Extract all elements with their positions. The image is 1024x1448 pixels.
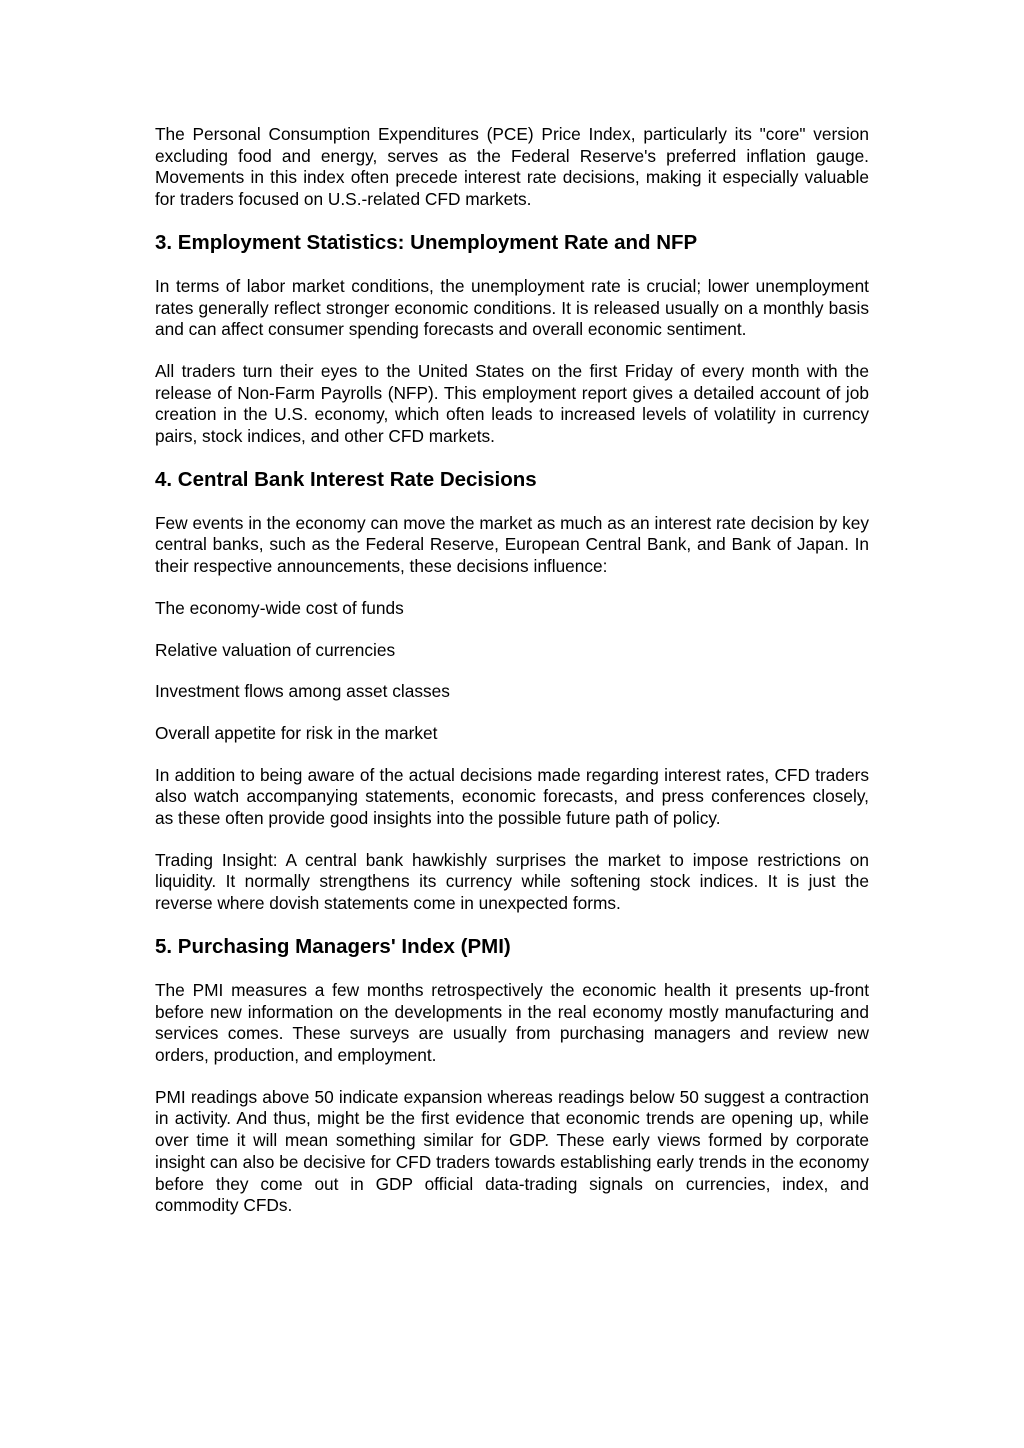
- pmi-heading: 5. Purchasing Managers' Index (PMI): [155, 934, 511, 958]
- policy-statements-paragraph: In addition to being aware of the actual decisions made regarding interest rates, CFD traders also watch accompanying statements, economic forecasts, and press conferences closely, as these often provide good insights into the possible future path of policy.: [155, 764, 869, 829]
- list-item: Overall appetite for risk in the market: [155, 722, 438, 743]
- unemployment-paragraph: In terms of labor market conditions, the unemployment rate is crucial; lower unemployment rates generally reflect stronger economic conditions. It is released usually on a monthly basis and can affect consumer spending forecasts and overall economic sentiment.: [155, 275, 869, 340]
- central-bank-heading: 4. Central Bank Interest Rate Decisions: [155, 467, 537, 491]
- pmi-paragraph: The PMI measures a few months retrospectively the economic health it presents up-front before new information on the developments in the real economy mostly manufacturing and services comes. These surveys are usually from purchasing managers and review new orders, production, and employment.: [155, 979, 869, 1065]
- pce-paragraph: The Personal Consumption Expenditures (PCE) Price Index, particularly its "core" version excluding food and energy, serves as the Federal Reserve's preferred inflation gauge. Movements in this index often precede interest rate decisions, making it especially valuable for traders focused on U.S.-related CFD markets.: [155, 124, 869, 210]
- list-item: The economy-wide cost of funds: [155, 597, 404, 618]
- list-item: Investment flows among asset classes: [155, 681, 450, 702]
- document-page: [155, 124, 869, 1217]
- pmi-readings-paragraph: PMI readings above 50 indicate expansion whereas readings below 50 suggest a contraction in activity. And thus, might be the first evidence that economic trends are opening up, while over time it will mean something similar for GDP. These early views formed by corporate insight can also be decisive for CFD traders towards establishing early trends in the economy before they come out in GDP official data-trading signals on currencies, index, and commodity CFDs.: [155, 1086, 869, 1216]
- list-item: Relative valuation of currencies: [155, 639, 396, 660]
- employment-heading: 3. Employment Statistics: Unemployment Rate and NFP: [155, 230, 698, 254]
- central-bank-paragraph: Few events in the economy can move the market as much as an interest rate decision by key central banks, such as the Federal Reserve, European Central Bank, and Bank of Japan. In their respective announcements, these decisions influence:: [155, 512, 869, 577]
- nfp-paragraph: All traders turn their eyes to the United States on the first Friday of every month with the release of Non-Farm Payrolls (NFP). This employment report gives a detailed account of job creation in the U.S. economy, which often leads to increased levels of volatility in currency pairs, stock indices, and other CFD markets.: [155, 360, 869, 447]
- trading-insight-paragraph: Trading Insight: A central bank hawkishly surprises the market to impose restrictions on liquidity. It normally strengthens its currency while softening stock indices. It is just the reverse where dovish statements come in unexpected forms.: [155, 849, 869, 914]
